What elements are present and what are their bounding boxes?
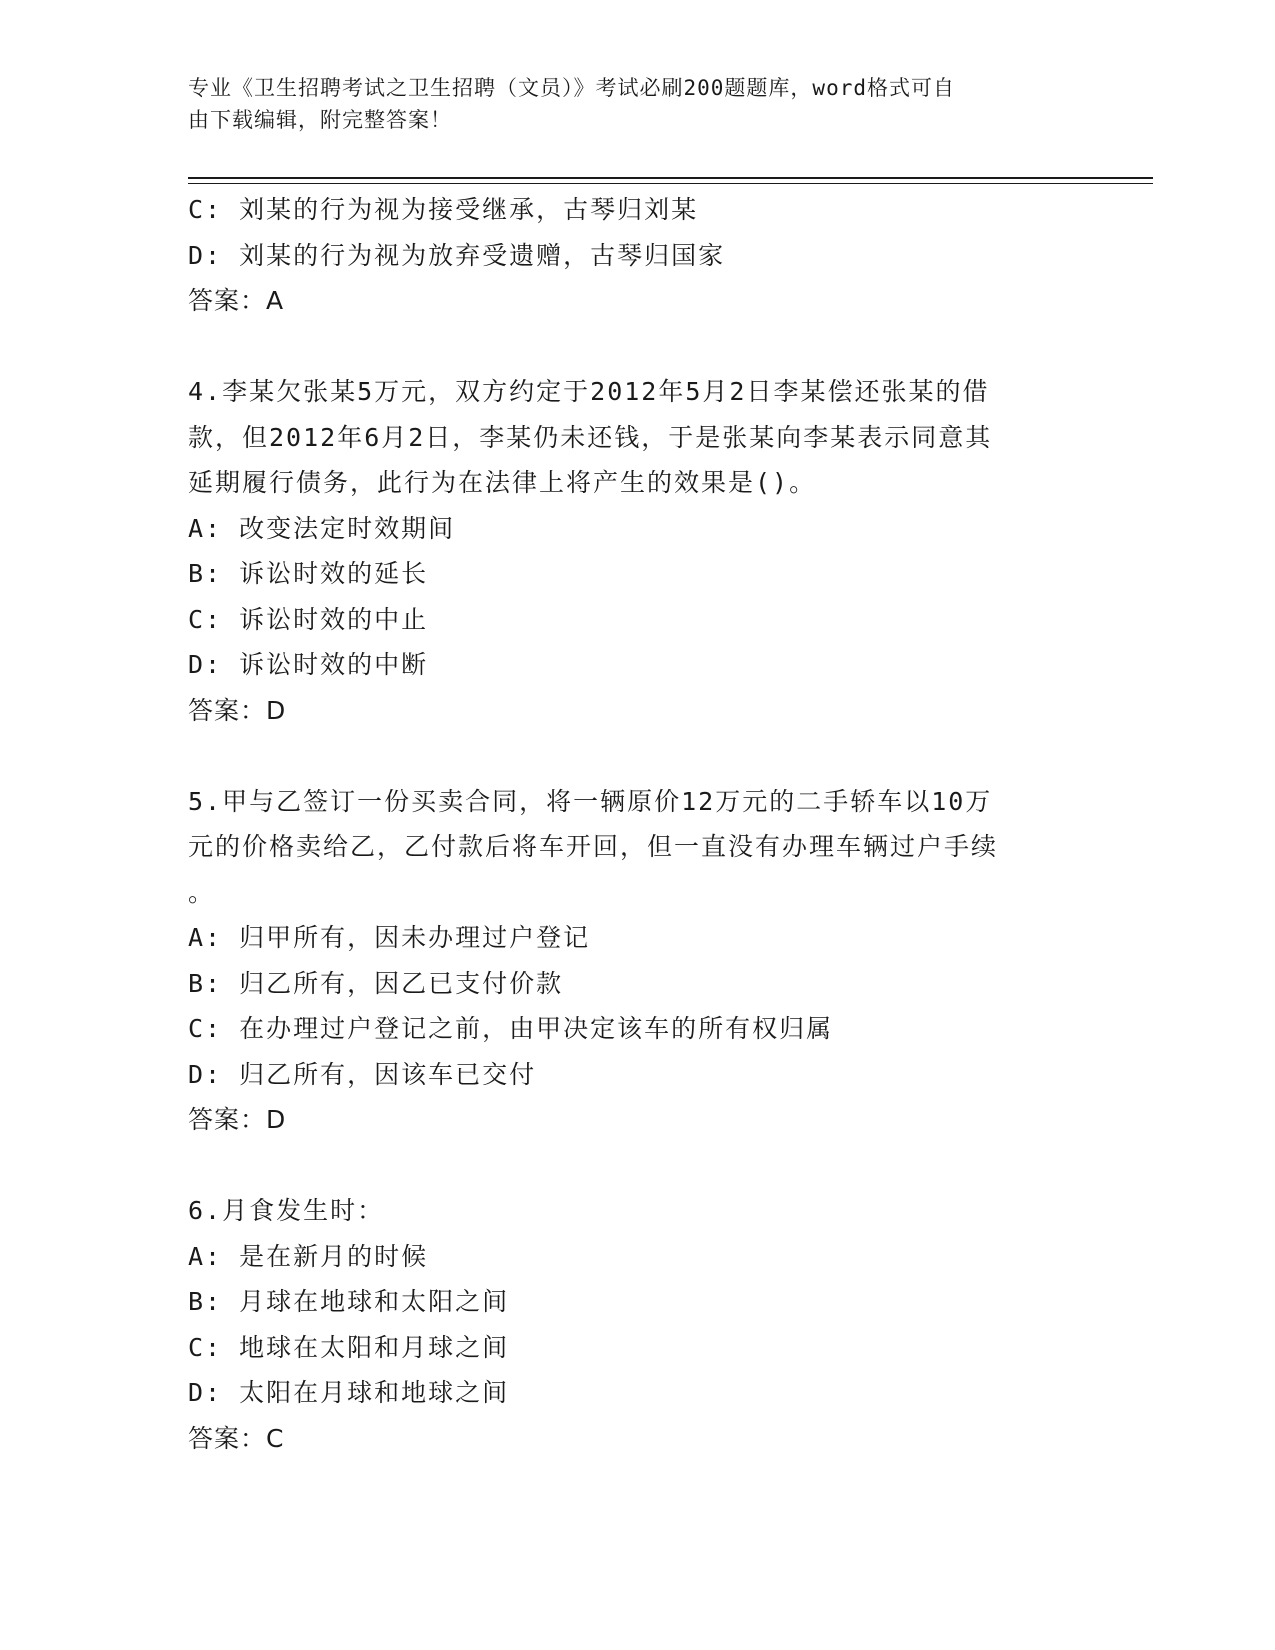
question-5 xyxy=(188,779,1068,1143)
question-stem-line: 5.甲与乙签订一份买卖合同，将一辆原价12万元的二手轿车以10万 xyxy=(188,786,993,816)
spacer xyxy=(188,733,1068,779)
option-c: C: 地球在太阳和月球之间 xyxy=(188,1332,510,1362)
answer-line: 答案：C xyxy=(188,1423,285,1453)
option-d: D: 归乙所有，因该车已交付 xyxy=(188,1059,537,1089)
spacer xyxy=(188,324,1068,370)
question-3-continuation xyxy=(188,187,1068,324)
header-title-line-2: 由下载编辑，附完整答案！ xyxy=(188,108,452,132)
question-stem-line: 4.李某欠张某5万元，双方约定于2012年5月2日李某偿还张某的借 xyxy=(188,377,990,406)
question-list xyxy=(188,187,1068,1461)
option-a: A: 归甲所有，因未办理过户登记 xyxy=(188,923,591,952)
option-a: A: 改变法定时效期间 xyxy=(188,513,456,543)
option-b: B: 诉讼时效的延长 xyxy=(188,559,429,588)
question-stem-line: 。 xyxy=(188,877,216,907)
question-stem-line: 元的价格卖给乙，乙付款后将车开回，但一直没有办理车辆过户手续 xyxy=(188,832,999,861)
option-b: B: 归乙所有，因乙已支付价款 xyxy=(188,968,564,998)
option-c: C: 在办理过户登记之前，由甲决定该车的所有权归属 xyxy=(188,1014,834,1043)
header-rule-thin xyxy=(188,183,1153,184)
option-d: D: 诉讼时效的中断 xyxy=(188,650,429,679)
question-stem-line: 6.月食发生时： xyxy=(188,1196,385,1225)
option-b: B: 月球在地球和太阳之间 xyxy=(188,1287,510,1316)
option-a: A: 是在新月的时候 xyxy=(188,1241,429,1271)
option-d: D: 刘某的行为视为放弃受遗赠，古琴归国家 xyxy=(188,240,726,270)
question-6 xyxy=(188,1188,1068,1461)
question-stem-line: 款，但2012年6月2日，李某仍未还钱，于是张某向李某表示同意其 xyxy=(188,422,993,452)
question-stem-line: 延期履行债务，此行为在法律上将产生的效果是()。 xyxy=(188,468,817,497)
header-title-line-1: 专业《卫生招聘考试之卫生招聘（文员）》考试必刷200题题库，word格式可自 xyxy=(188,76,955,100)
answer-line: 答案：A xyxy=(188,286,285,315)
answer-line: 答案：D xyxy=(188,1105,287,1134)
document-header xyxy=(188,72,1068,136)
option-d: D: 太阳在月球和地球之间 xyxy=(188,1378,510,1407)
header-rule-thick xyxy=(188,177,1153,179)
option-c: C: 刘某的行为视为接受继承，古琴归刘某 xyxy=(188,195,699,224)
question-4 xyxy=(188,369,1068,733)
option-c: C: 诉讼时效的中止 xyxy=(188,604,429,634)
answer-line: 答案：D xyxy=(188,695,287,725)
spacer xyxy=(188,1143,1068,1189)
